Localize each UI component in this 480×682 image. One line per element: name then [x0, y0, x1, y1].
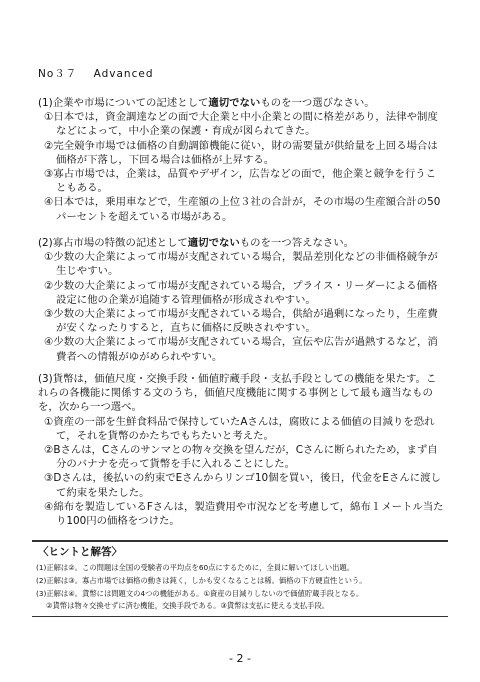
question-1 — [38, 96, 444, 224]
hint-bottom-rule — [32, 616, 448, 617]
question-1-stem-tail: ものを一つ選びなさい。 — [260, 97, 375, 109]
exercise-title — [38, 66, 154, 81]
question-3-option-4: ④綿布を製造しているFさんは，製造費用や市況などを考慮して，綿布１メートル当たり100円の価格をつけた。 — [44, 500, 444, 528]
question-1-option-2: ②完全競争市場では価格の自動調節機能に従い，財の需要量が供給量を上回る場合は価格が下落し，下回る場合は価格が上昇する。 — [44, 139, 438, 166]
question-1-stem — [38, 96, 444, 110]
question-1-stem-text: (1)企業や市場についての記述として — [38, 97, 209, 109]
question-2-stem-text: (2)寡占市場の特徴の記述として — [38, 237, 188, 249]
question-2-option-1: ①少数の大企業によって市場が支配されている場合，製品差別化などの非価格競争が生じやすい。 — [44, 251, 438, 278]
question-2-stem — [38, 236, 444, 250]
question-2-option-3: ③少数の大企業によって市場が支配されている場合，供給が過剰になったり，生産費が安くなったりすると，直ちに価格に反映されやすい。 — [44, 308, 438, 335]
page-number: - 2 - — [229, 652, 251, 665]
question-2-stem-emphasis: 適切でない — [187, 237, 240, 249]
question-3-option-3: ③Dさんは，後払いの約束でEさんからリンゴ10個を買い，後日，代金をEさんに渡して約束を果たした。 — [44, 472, 441, 499]
question-2-stem-tail: ものを一つ答えなさい。 — [239, 237, 355, 249]
hint-section — [32, 540, 448, 617]
exercise-level: Advanced — [93, 68, 154, 80]
hint-line-3: (3)正解は④。貨幣には問題文の4つの機能がある。①資産の目減りしないので価値貯蔵手段となる。 — [36, 588, 364, 598]
question-3-stem: (3)貨幣は，価値尺度・交換手段・価値貯蔵手段・支払手段としての機能を果たす。これらの各機能に関係する文のうち，価値尺度機能に関する事例として最も適当なものを，次から一つ選べ。 — [38, 373, 437, 414]
question-2-option-4: ④少数の大企業によって市場が支配されている場合，宣伝や広告が過熱するなど，消費者への情報がゆがめられやすい。 — [44, 336, 438, 363]
question-1-option-4: ④日本では，乗用車などで，生産額の上位３社の合計が，その市場の生産額合計の50パーセントを超えている市場がある。 — [44, 196, 441, 223]
question-2-option-2: ②少数の大企業によって市場が支配されている場合，プライス・リーダーによる価格設定に他の企業が追随する管理価格が形成されやすい。 — [44, 279, 438, 306]
exercise-number: No３７ — [38, 68, 78, 80]
hint-heading: 〈ヒントと解答〉 — [32, 540, 448, 562]
question-1-stem-emphasis: 適切でない — [208, 97, 261, 109]
hint-line-4: ②貨幣は物々交換せずに済む機能，交換手段である。③貨幣は支払に使える支払手段。 — [46, 601, 330, 611]
question-2 — [38, 236, 444, 364]
question-3 — [38, 372, 444, 528]
question-3-option-1: ①資産の一部を生鮮食料品で保持していたAさんは，腐敗による価値の目減りを恐れて，それを貨幣のかたちでもちたいと考えた。 — [44, 415, 435, 442]
question-3-option-2: ②Bさんは，Cさんのサンマとの物々交換を望んだが，Cさんに断られたため，まず自分のバナナを売って貨幣を手に入れることにした。 — [44, 444, 438, 471]
question-1-option-3: ③寡占市場では，企業は，品質やデザイン，広告などの面で，他企業と競争を行うこともある。 — [44, 168, 436, 195]
hint-line-1: (1)正解は②。この問題は全国の受験者の平均点を60点にするために，全員に解いてほしい出題。 — [36, 563, 355, 572]
question-1-option-1: ①日本では，資金調達などの面で大企業と中小企業との間に格差があり，法律や制度などによって，中小企業の保護・育成が図られてきた。 — [44, 111, 438, 138]
hint-line-2: (2)正解は③。寡占市場では価格の動きは鈍く，しかも安くなることは稀。価格の下方硬直性という。 — [36, 575, 367, 585]
